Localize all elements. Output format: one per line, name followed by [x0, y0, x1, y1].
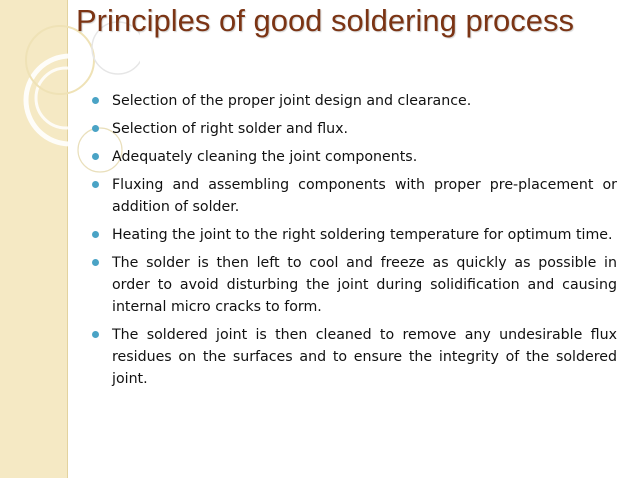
list-item — [86, 324, 617, 390]
bullet-icon — [92, 125, 99, 132]
bullet-text: The solder is then left to cool and freeze as quickly as possible in order to avoid disturbing the joint during solidification and causing internal micro cracks to form. — [112, 255, 617, 315]
bullet-text: Selection of right solder and flux. — [112, 121, 349, 137]
bullet-list — [86, 90, 617, 396]
bullet-text: Fluxing and assembling components with proper pre-placement or addition of solder. — [112, 177, 617, 215]
bullet-icon — [92, 181, 99, 188]
list-item — [86, 224, 617, 246]
list-item — [86, 174, 617, 218]
bullet-icon — [92, 153, 99, 160]
bullet-icon — [92, 97, 99, 104]
list-item — [86, 146, 617, 168]
list-item — [86, 118, 617, 140]
bullet-text: Heating the joint to the right soldering temperature for optimum time. — [112, 227, 613, 243]
bullet-text: The soldered joint is then cleaned to remove any undesirable flux residues on the surfaces and to ensure the integrity of the soldered joint. — [112, 327, 617, 387]
bullet-icon — [92, 231, 99, 238]
list-item — [86, 90, 617, 112]
list-item — [86, 252, 617, 318]
slide-title: Principles of good soldering process — [76, 3, 574, 38]
bullet-icon — [92, 259, 99, 266]
bullet-text: Adequately cleaning the joint components. — [112, 149, 418, 165]
bullet-text: Selection of the proper joint design and clearance. — [112, 93, 472, 109]
bullet-icon — [92, 331, 99, 338]
